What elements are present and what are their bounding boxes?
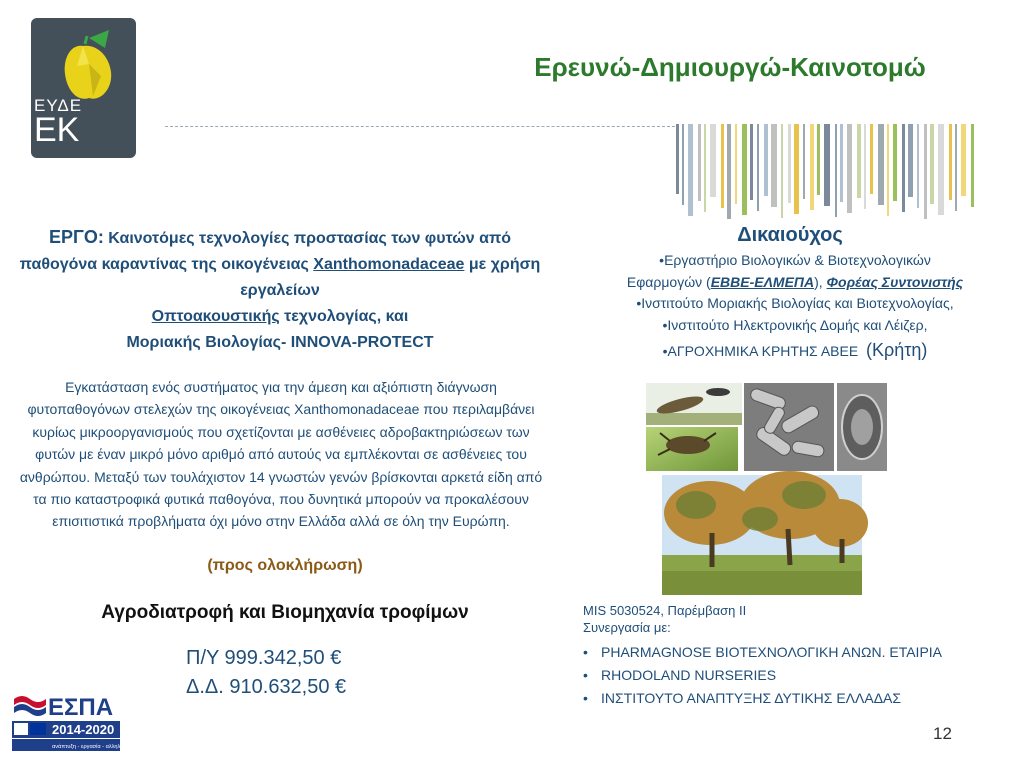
divider-line (165, 126, 675, 127)
barcode-bar (824, 124, 830, 206)
beneficiary-4-region: (Κρήτη) (865, 340, 928, 360)
logo-text-eyde: ΕΥΔΕ (34, 96, 83, 115)
barcode-bar (930, 124, 934, 204)
mis-code: MIS 5030524, Παρέμβαση ΙΙ (583, 603, 747, 618)
barcode-bar (704, 124, 706, 212)
barcode-bar (757, 124, 759, 211)
barcode-bar (727, 124, 731, 219)
barcode-bar (764, 124, 768, 196)
espa-years: 2014-2020 (52, 722, 115, 737)
project-title (10, 224, 550, 356)
barcode-bar (788, 124, 791, 203)
project-description: Εγκατάσταση ενός συστήματος για την άμεση και αξιόπιστη διάγνωση φυτοπαθογόνων στελεχών της οικογένειας Xanthomonadaceae που περιλαμβάνει κυρίως μικροοργανισμούς που σχετίζονται με ασθένειες αδροβακτηριώσεων των φυτών με έναν μικρό μόνο αριθμό από αυτούς να εμπλέκονται σε ασθένειες του ανθρώπου. Μεταξύ των τουλάχιστον 14 γνωστών γενών βρίσκονται αρκετά είδη από τα πιο καταστροφικά φυτικά παθογόνα, που δυνητικά μπορούν να προκαλέσουν επισιτιστικά προβλήματα όχι μόνο στην Ελλάδα αλλά σε όλη την Ευρώπη. (19, 379, 543, 530)
barcode-bar (924, 124, 927, 219)
logo-text-ek: ΕΚ (34, 111, 80, 149)
bacteria-sem-photo (744, 383, 834, 471)
beneficiaries-list (575, 250, 1015, 363)
sector-heading: Αγροδιατροφή και Βιομηχανία τροφίμων (101, 602, 469, 623)
cooperation-label: Συνεργασία με: (583, 620, 671, 635)
photo-collage (640, 383, 890, 595)
beneficiary-1-role: Φορέας Συντονιστής (826, 273, 964, 290)
beneficiary-1-prefix: Εφαρμογών ( (626, 273, 711, 290)
insect-photo (646, 383, 742, 425)
slide-title: Ερευνώ-Δημιουργώ-Καινοτομώ (534, 52, 926, 82)
barcode-bar (676, 124, 679, 194)
barcode-bar (949, 124, 952, 200)
barcode-bar (857, 124, 861, 198)
project-optoacoustic: Οπτοακουστικής (151, 308, 280, 325)
mis-block (583, 602, 1013, 636)
budget-block (186, 644, 436, 702)
beneficiary-4 (575, 340, 1015, 363)
project-taxon: Xanthomonadaceae (313, 256, 465, 273)
barcode-bar (698, 124, 701, 201)
partner-item: • RHODOLAND NURSERIES (583, 667, 1013, 690)
barcode-bar (893, 124, 897, 201)
project-status: (προς ολοκλήρωση) (207, 557, 363, 574)
espa-slogan: ανάπτυξη - εργασία - αλληλεγγύη (52, 744, 135, 750)
beneficiary-4-name: •ΑΓΡΟΧΗΜΙΚΑ ΚΡΗΤΗΣ ΑΒΕΕ (662, 343, 859, 359)
barcode-bar (750, 124, 753, 200)
page-number: 12 (933, 724, 952, 743)
barcode-bar (742, 124, 747, 215)
project-name-part2: με χρήση εργαλείων (240, 256, 541, 299)
olive-grove-photo (662, 471, 868, 595)
barcode-bar (902, 124, 905, 212)
barcode-bar (938, 124, 944, 215)
barcode-bar (887, 124, 889, 216)
barcode-bar (870, 124, 873, 194)
leafhopper-photo (646, 427, 738, 471)
project-name-part4: Μοριακής Βιολογίας- INNOVA-PROTECT (126, 334, 434, 351)
espa-logo (12, 693, 135, 753)
barcode-bar (810, 124, 814, 210)
beneficiary-1-abbr: ΕΒΒΕ-ΕΛΜΕΠΑ (710, 273, 815, 290)
partners-list (583, 644, 1013, 713)
beneficiary-3: •Ινστιτούτο Ηλεκτρονικής Δομής και Λέιζερ, (662, 316, 928, 333)
beneficiary-1-sep: ), (814, 273, 827, 290)
barcode-bar (961, 124, 966, 196)
partner-item: • PHARMAGNOSE ΒΙΟΤΕΧΝΟΛΟΓΙΚΗ ΑΝΩΝ. ΕΤΑΙΡΙΑ (583, 644, 1013, 667)
barcode-bar (771, 124, 777, 207)
barcode-bar (721, 124, 724, 208)
greek-flag-icon (14, 723, 28, 735)
espa-name: ΕΣΠΑ (48, 694, 114, 721)
barcode-bar (864, 124, 866, 209)
partner-item: • ΙΝΣΤΙΤΟΥΤΟ ΑΝΑΠΤΥΞΗΣ ΔΥΤΙΚΗΣ ΕΛΛΑΔΑΣ (583, 690, 1013, 713)
barcode-bar (908, 124, 913, 197)
barcode-bar (803, 124, 805, 199)
beneficiary-2: •Ινστιτούτο Μοριακής Βιολογίας και Βιοτεχνολογίας, (636, 295, 954, 311)
barcode-bar (840, 124, 843, 202)
eu-flag-icon (30, 723, 46, 735)
barcode-bar (710, 124, 716, 197)
barcode-bar (847, 124, 852, 213)
project-name-part1: Καινοτόμες τεχνολογίες προστασίας των φυτών από παθογόνα καραντίνας της οικογένειας (19, 230, 511, 273)
barcode-bar (817, 124, 820, 195)
barcode-bar (794, 124, 799, 214)
barcode-bar (781, 124, 783, 218)
project-name-part3: τεχνολογίας, και (284, 308, 409, 325)
barcode-bar (917, 124, 919, 208)
barcode-bar (878, 124, 884, 205)
barcode-bar (971, 124, 974, 207)
budget-public-expenditure: Δ.Δ. 910.632,50 € (186, 676, 347, 698)
project-label: ΕΡΓΟ: (49, 227, 104, 247)
barcode-bar (735, 124, 737, 204)
beneficiaries-title: Δικαιούχος (737, 224, 843, 246)
barcode-bar (682, 124, 684, 205)
barcode-bar (955, 124, 957, 211)
barcode-bar (688, 124, 693, 216)
budget-total: Π/Υ 999.342,50 € (186, 647, 342, 669)
beneficiary-1-line1: •Εργαστήριο Βιολογικών & Βιοτεχνολογικών (659, 252, 931, 268)
barcode-graphic (676, 124, 976, 220)
barcode-bar (835, 124, 837, 217)
xylem-sem-photo (837, 383, 887, 471)
beneficiary-1-line2 (575, 272, 1015, 294)
